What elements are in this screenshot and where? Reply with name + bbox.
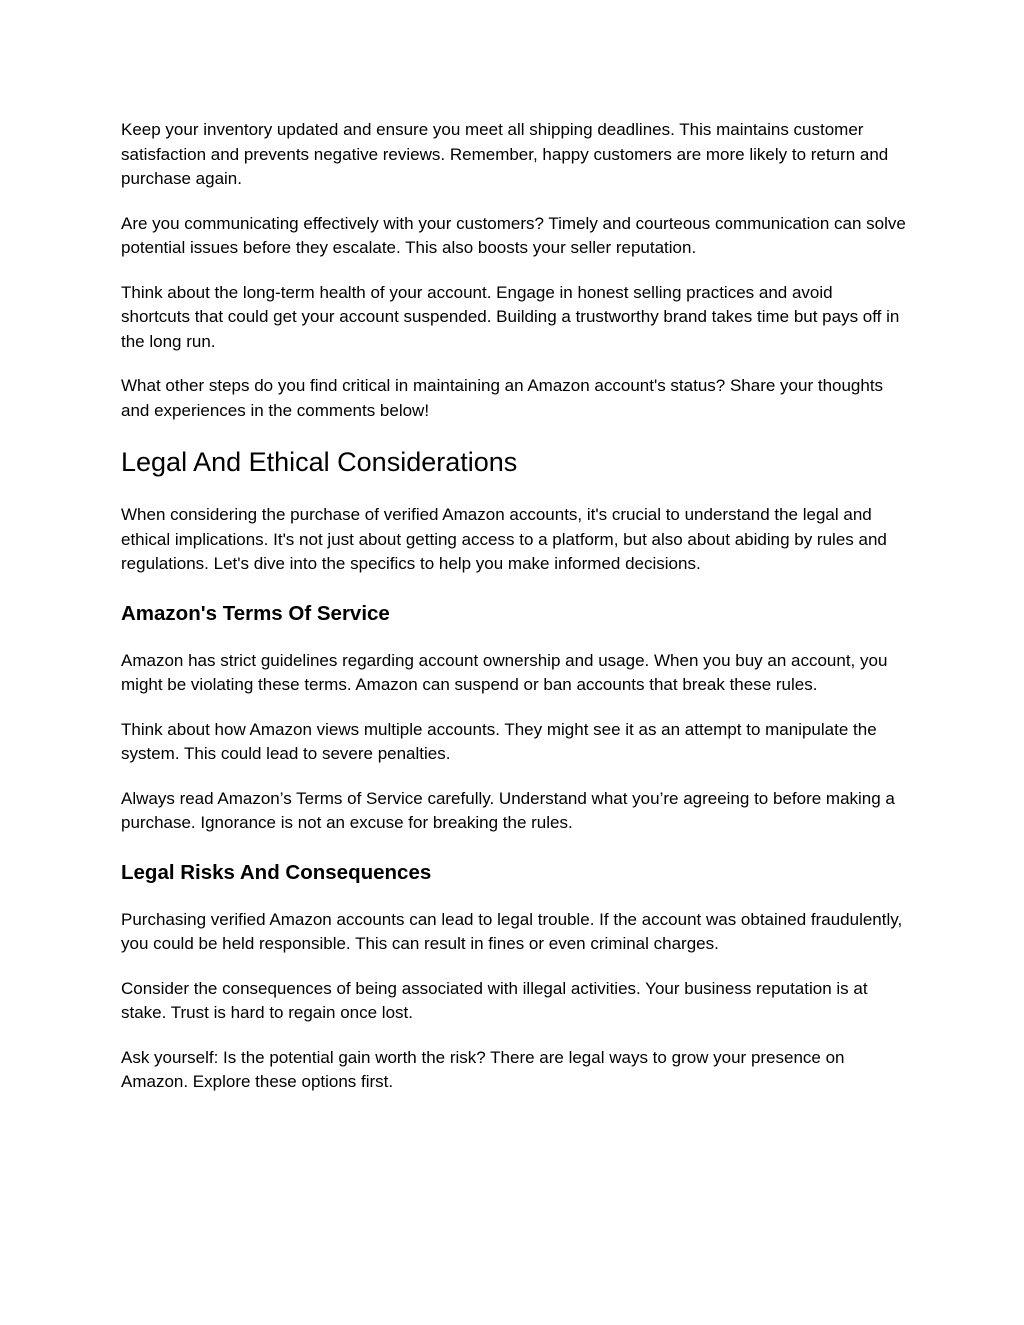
subsection-heading-terms-of-service: Amazon's Terms Of Service — [121, 601, 390, 625]
section-intro-paragraph: When considering the purchase of verified Amazon accounts, it's crucial to understand the legal and ethical implications. It's not just about getting access to a platform, but also about abiding by rules and regulations. Let's dive into the specifics to help you make informed decisions. — [121, 505, 887, 573]
paragraph-long-term-health: Think about the long-term health of your account. Engage in honest selling practices and avoid shortcuts that could get your account suspended. Building a trustworthy brand takes time but pays off in the long run. — [121, 282, 900, 351]
paragraph-communication: Are you communicating effectively with your customers? Timely and courteous communication can solve potential issues before they escalate. This also boosts your seller reputation. — [121, 213, 906, 257]
document-body — [121, 118, 906, 1115]
section-heading-legal-ethical: Legal And Ethical Considerations — [121, 447, 518, 477]
paragraph-read-tos: Always read Amazon’s Terms of Service carefully. Understand what you’re agreeing to before making a purchase. Ignorance is not an excuse for breaking the rules. — [121, 788, 895, 832]
paragraph-multiple-accounts: Think about how Amazon views multiple accounts. They might see it as an attempt to manipulate the system. This could lead to severe penalties. — [121, 719, 877, 763]
paragraph-ask-yourself: Ask yourself: Is the potential gain worth the risk? There are legal ways to grow your presence on Amazon. Explore these options first. — [121, 1047, 845, 1091]
paragraph-legal-trouble: Purchasing verified Amazon accounts can lead to legal trouble. If the account was obtained fraudulently, you could be held responsible. This can result in fines or even criminal charges. — [121, 909, 903, 953]
paragraph-consequences: Consider the consequences of being associated with illegal activities. Your business reputation is at stake. Trust is hard to regain once lost. — [121, 978, 868, 1022]
paragraph-inventory: Keep your inventory updated and ensure you meet all shipping deadlines. This maintains customer satisfaction and prevents negative reviews. Remember, happy customers are more likely to return and purchase again. — [121, 120, 889, 188]
paragraph-share-thoughts: What other steps do you find critical in maintaining an Amazon account's status? Share your thoughts and experiences in the comments below! — [121, 376, 884, 420]
paragraph-strict-guidelines: Amazon has strict guidelines regarding account ownership and usage. When you buy an account, you might be violating these terms. Amazon can suspend or ban accounts that break these rules. — [121, 650, 888, 694]
subsection-heading-legal-risks: Legal Risks And Consequences — [121, 860, 432, 884]
